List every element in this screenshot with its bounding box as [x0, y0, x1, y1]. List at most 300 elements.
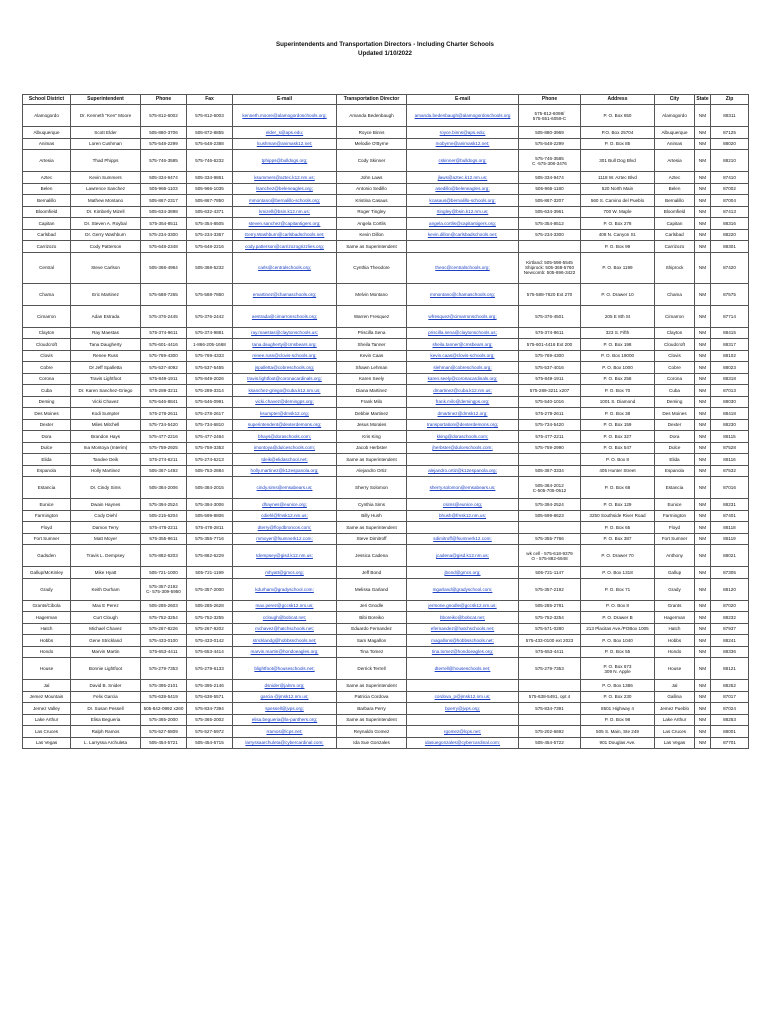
- fax-cell: 505-867-7850: [187, 195, 233, 207]
- email-cell-link[interactable]: lcushman@animask12.net;: [256, 141, 313, 147]
- superintendent-cell: Dr. Kenneth "Ken" Moore: [71, 105, 141, 127]
- email-cell-link[interactable]: ksumpter@dmsk12.org;: [260, 410, 309, 416]
- transportation-phone-cell: 575-355-7766: [519, 533, 581, 545]
- email-cell: [233, 396, 337, 408]
- superintendent-cell: Kevin Summers: [71, 172, 141, 184]
- district-cell: Dora: [23, 431, 71, 443]
- email-cell-link[interactable]: renee.russ@clovis-schools.org;: [252, 353, 317, 359]
- superintendent-cell: Michael Chavez: [71, 623, 141, 635]
- fax-cell: 505-368-5232: [187, 252, 233, 283]
- address-cell: 1001 S. Diamond: [581, 396, 655, 408]
- district-cell: Artesia: [23, 150, 71, 172]
- fax-cell: 575-478-2811: [187, 522, 233, 534]
- transportation-phone-cell: 575-289-3211 x207: [519, 385, 581, 397]
- district-cell: Carrizozo: [23, 241, 71, 253]
- address-cell: P. O. Box 38: [581, 408, 655, 420]
- transportation-email-cell-link[interactable]: jermone.gnodle@gccsk12.nm.us;: [428, 603, 497, 609]
- transportation-email-cell-link[interactable]: rgomez@lcps.net;: [443, 728, 482, 734]
- email-cell-link[interactable]: travis.lightfoot@coronacardinals.org;: [247, 376, 322, 382]
- transportation-director-cell: Jacob Herbster: [337, 442, 407, 454]
- table-row: [23, 737, 749, 749]
- transportation-director-cell: Amanda Bedenbaugh: [337, 105, 407, 127]
- email-cell: [233, 714, 337, 726]
- phone-cell: 575-279-7353: [141, 658, 187, 680]
- email-cell: [233, 183, 337, 195]
- district-cell: Albuquerque: [23, 127, 71, 139]
- superintendent-cell: Dr Jeff Spalletta: [71, 362, 141, 374]
- email-cell-link[interactable]: mchavez@hatchschools.net;: [255, 626, 314, 632]
- email-cell-link[interactable]: rramos@lcps.net;: [266, 728, 303, 734]
- transportation-phone-cell-line: 505-384-2012: [535, 482, 564, 488]
- zip-cell: 88336: [711, 646, 749, 658]
- email-cell-link[interactable]: spessell@jvps.org;: [265, 705, 304, 711]
- phone-cell: 575-638-5419: [141, 691, 187, 703]
- district-cell: Elida: [23, 454, 71, 466]
- city-cell: Alamogordo: [655, 105, 695, 127]
- email-cell-link[interactable]: ksanchez-griego@cuba.k12.nm.us;: [248, 387, 321, 393]
- transportation-director-cell: Alejandro Ortiz: [337, 465, 407, 477]
- email-cell-link[interactable]: aestrada@cimarronschools.org;: [251, 313, 318, 319]
- transportation-email-cell-link[interactable]: theoc@centralschools.org;: [435, 265, 490, 270]
- table-row: [23, 714, 749, 726]
- email-cell-link[interactable]: cindy.sims@emsabears.us;: [256, 485, 313, 490]
- fax-cell: 575-374-9881: [187, 327, 233, 339]
- state-cell: NM: [695, 252, 711, 283]
- email-cell: [233, 172, 337, 184]
- col-header-zip: Zip: [711, 95, 749, 105]
- transportation-email-cell-link[interactable]: dmartinez@cuba.k12.nm.us;: [433, 387, 492, 393]
- email-cell-link[interactable]: tphipps@bulldogs.org;: [261, 158, 308, 163]
- transportation-phone-cell: 575-752-3254: [519, 612, 581, 624]
- email-cell-link[interactable]: vicki.chavez@demingps.org;: [255, 399, 314, 405]
- email-cell: [233, 522, 337, 534]
- fax-cell: 575-548-2388: [187, 138, 233, 150]
- transportation-phone-cell: [519, 241, 581, 253]
- fax-cell: 575-279-6133: [187, 658, 233, 680]
- superintendent-cell: Mike Hyatt: [71, 567, 141, 579]
- transportation-email-cell-link[interactable]: tina.tomez@hondoeagles.org;: [431, 649, 494, 655]
- transportation-email-cell: [407, 283, 519, 305]
- city-cell: Jemez Pueblo: [655, 703, 695, 715]
- city-cell: Cuba: [655, 385, 695, 397]
- transportation-email-cell-link[interactable]: rtingley@bsin.k12.nm.us;: [436, 209, 489, 215]
- transportation-email-cell-link[interactable]: slehman@cobreschools.org;: [433, 364, 492, 370]
- address-cell: 323 S. Fifth: [581, 327, 655, 339]
- fax-cell: 575-477-2464: [187, 431, 233, 443]
- state-cell: NM: [695, 454, 711, 466]
- transportation-email-cell-link[interactable]: csims@eunice.org;: [442, 501, 483, 507]
- superintendent-cell: Adan Estrada: [71, 305, 141, 327]
- email-cell-link[interactable]: larryssaarchuleta@cybercardinal.com;: [245, 740, 324, 746]
- city-cell: Jal: [655, 680, 695, 692]
- superintendent-cell: Dr. Cindy Sims: [71, 477, 141, 499]
- fax-cell: 575-759-3353: [187, 442, 233, 454]
- email-cell-link[interactable]: kmizell@bsin.k12.nm.us;: [259, 209, 310, 215]
- email-cell: [233, 533, 337, 545]
- transportation-email-cell-link[interactable]: bhush@fmsk12.nm.us;: [438, 513, 487, 519]
- state-cell: NM: [695, 658, 711, 680]
- zip-cell: 87410: [711, 172, 749, 184]
- email-cell-link[interactable]: dsnider@jalnm.org;: [264, 682, 305, 688]
- transportation-phone-cell: 505-367-3334: [519, 465, 581, 477]
- fax-cell: 575-752-3255: [187, 612, 233, 624]
- address-cell-line: 309 N. Apple: [604, 668, 631, 674]
- email-cell-link[interactable]: dhaynes@eunice.org;: [262, 501, 307, 507]
- transportation-email-cell-link[interactable]: dterrell@houseschools.net;: [434, 666, 491, 671]
- transportation-phone-cell: 575-540-1016: [519, 396, 581, 408]
- email-cell-link[interactable]: jspalletta@cobreschools.org;: [254, 364, 315, 370]
- transportation-email-cell-link[interactable]: kking@doraschools.com;: [436, 433, 489, 439]
- transportation-director-cell: Sherry Solomon: [337, 477, 407, 499]
- transportation-email-cell-link[interactable]: jlaws@aztec.k12.nm.us;: [437, 174, 488, 180]
- superintendent-cell: Miles Mitchell: [71, 419, 141, 431]
- transportation-email-cell: [407, 339, 519, 351]
- address-cell: P. O. Box 1386: [581, 680, 655, 692]
- district-cell: Corona: [23, 373, 71, 385]
- superintendent-cell: Cody Diehl: [71, 510, 141, 522]
- transportation-email-cell-link[interactable]: transportation@dexterdemons.org;: [426, 422, 499, 428]
- transportation-phone-cell: 575-834-7391: [519, 703, 581, 715]
- email-cell-link[interactable]: Gerry.Washburn@carlsbadschools.net;: [244, 232, 325, 238]
- table-row: [23, 350, 749, 362]
- email-cell-link[interactable]: cody.patterson@carrizozogrizzlies.org;: [245, 243, 324, 249]
- city-cell: Carlsbad: [655, 229, 695, 241]
- transportation-email-cell-link[interactable]: kcasaus@bernalillo-schools.org;: [429, 197, 496, 203]
- email-cell-link[interactable]: stricklandg@hobbsschools.net;: [252, 637, 317, 643]
- transportation-director-cell: Melodie O'Byrne: [337, 138, 407, 150]
- phone-cell: 575-395-2101: [141, 680, 187, 692]
- city-cell: Corona: [655, 373, 695, 385]
- transportation-director-cell: Same as Superintendent: [337, 454, 407, 466]
- phone-cell: 505-215-6204: [141, 510, 187, 522]
- transportation-phone-cell: 575-279-7353: [519, 658, 581, 680]
- transportation-email-cell-link[interactable]: priscilla.sena@claytonschools.us;: [428, 330, 497, 336]
- transportation-email-cell-link[interactable]: karen.seely@coronacardinals.org;: [427, 376, 498, 382]
- city-cell: Bernalillo: [655, 195, 695, 207]
- email-cell-link[interactable]: ray.maestas@claytonschools.us;: [251, 330, 318, 336]
- table-row: [23, 283, 749, 305]
- transportation-email-cell-link[interactable]: bboreiko@bobcat.net;: [439, 614, 485, 620]
- table-row: [23, 385, 749, 397]
- superintendent-cell: Holly Martinez: [71, 465, 141, 477]
- transportation-director-cell: Kevin Dillon: [337, 229, 407, 241]
- transportation-email-cell-link[interactable]: sdimitroff@fsumnerk12.com;: [433, 536, 492, 542]
- address-cell: P. O. Box 8: [581, 600, 655, 612]
- fax-cell: 575-274-6213: [187, 454, 233, 466]
- zip-cell: 87528: [711, 442, 749, 454]
- address-cell: P. O. Box 70: [581, 385, 655, 397]
- superintendent-cell: Brandon Hays: [71, 431, 141, 443]
- transportation-phone-cell: [519, 545, 581, 567]
- transportation-email-cell-link[interactable]: asedillo@beleneagles.org;: [435, 186, 490, 192]
- transportation-email-cell: [407, 737, 519, 749]
- email-cell-link[interactable]: cclough@bobcat.net;: [262, 614, 307, 620]
- address-cell: 560 S. Camino del Pueblo: [581, 195, 655, 207]
- email-cell-link[interactable]: cdiehl@fmsk12.nm.us;: [261, 513, 308, 519]
- email-cell-link[interactable]: max.perez@gccsk12.nm.us;: [255, 603, 314, 609]
- transportation-email-cell-link[interactable]: amanda.bedenbaugh@alamogordoschools.org: [414, 113, 511, 118]
- email-cell: [233, 138, 337, 150]
- transportation-director-cell: Same as Superintendent: [337, 241, 407, 253]
- state-cell: NM: [695, 545, 711, 567]
- district-cell: Estancia: [23, 477, 71, 499]
- phone-cell: 575-374-9611: [141, 327, 187, 339]
- transportation-email-cell-link[interactable]: mmontano@chamaschools.org;: [430, 291, 495, 297]
- transportation-email-cell: [407, 350, 519, 362]
- address-cell: P. O. Box 278: [581, 218, 655, 230]
- district-cell: Hondo: [23, 646, 71, 658]
- fax-cell: 575-648-2216: [187, 241, 233, 253]
- email-cell-link[interactable]: elisa.begueria@la-panthers.org;: [251, 717, 318, 723]
- transportation-email-cell-link[interactable]: idasuegonzales@cybercardinal.com;: [424, 740, 501, 746]
- transportation-email-cell: [407, 172, 519, 184]
- state-cell: NM: [695, 680, 711, 692]
- transportation-phone-cell: 575-588-7620 Ext 270: [519, 283, 581, 305]
- district-cell: Capitan: [23, 218, 71, 230]
- transportation-email-cell: [407, 646, 519, 658]
- email-cell-link[interactable]: kenneth.moore@alamogordoschools.org;: [242, 113, 327, 118]
- table-row: [23, 442, 749, 454]
- transportation-director-cell: Diana Martinez: [337, 385, 407, 397]
- transportation-email-cell: [407, 195, 519, 207]
- table-row: [23, 105, 749, 127]
- email-cell-link[interactable]: tdeik@elidaschool.net;: [261, 456, 308, 462]
- zip-cell: 87714: [711, 305, 749, 327]
- transportation-email-cell: [407, 567, 519, 579]
- transportation-phone-cell: [519, 714, 581, 726]
- state-cell: NM: [695, 737, 711, 749]
- city-cell: Anthony: [655, 545, 695, 567]
- col-header-transportation-director: Transportation Director: [337, 95, 407, 105]
- address-cell: P. O. Box 65: [581, 522, 655, 534]
- transportation-email-cell-link[interactable]: angela.cortlis@capitantigers.org;: [429, 220, 496, 226]
- table-row: [23, 465, 749, 477]
- city-cell: Cimarron: [655, 305, 695, 327]
- city-cell: Carrizozo: [655, 241, 695, 253]
- zip-cell: 88030: [711, 396, 749, 408]
- city-cell: Hondo: [655, 646, 695, 658]
- zip-cell: 88020: [711, 138, 749, 150]
- phone-cell: 575-478-2211: [141, 522, 187, 534]
- transportation-phone-cell: 575-202-6692: [519, 726, 581, 738]
- transportation-email-cell: [407, 533, 519, 545]
- phone-cell: 575-548-2299: [141, 138, 187, 150]
- transportation-phone-cell: 505-867-3207: [519, 195, 581, 207]
- district-cell: Jal: [23, 680, 71, 692]
- transportation-phone-cell: 575-571-0280: [519, 623, 581, 635]
- phone-cell: 575-546-8841: [141, 396, 187, 408]
- phone-cell: 575-477-2216: [141, 431, 187, 443]
- city-cell: Eunice: [655, 499, 695, 511]
- phone-cell: 505-454-5721: [141, 737, 187, 749]
- fax-cell: 575-849-2026: [187, 373, 233, 385]
- zip-cell: 87575: [711, 283, 749, 305]
- state-cell: NM: [695, 373, 711, 385]
- transportation-email-cell: [407, 362, 519, 374]
- superintendent-cell: Tana Daugherty: [71, 339, 141, 351]
- phone-cell: 575-354-8511: [141, 218, 187, 230]
- transportation-email-cell-link[interactable]: dmartinez@dmsk12.org;: [437, 410, 488, 416]
- address-cell: P. O. Box 8: [581, 454, 655, 466]
- state-cell: NM: [695, 327, 711, 339]
- email-cell-link[interactable]: blightfoot@houseschools.net;: [254, 666, 315, 671]
- transportation-email-cell-link[interactable]: alejandro.ortiz@k12espanola.org;: [428, 468, 497, 474]
- table-row: [23, 477, 749, 499]
- transportation-email-cell: [407, 635, 519, 647]
- transportation-email-cell-link[interactable]: kevin.caas@clovis-schools.org;: [430, 353, 495, 359]
- transportation-phone-cell: 575-759-2990: [519, 442, 581, 454]
- phone-cell: 505-368-4984: [141, 252, 187, 283]
- district-cell: Lake Arthur: [23, 714, 71, 726]
- transportation-phone-cell-line: Kirtland: 505-598-5545: [526, 260, 573, 265]
- transportation-director-cell: John Laws: [337, 172, 407, 184]
- transportation-phone-cell: 575-548-2299: [519, 138, 581, 150]
- transportation-email-cell-link[interactable]: cordova_p@jmsk12.nm.us;: [434, 694, 491, 700]
- email-cell-link[interactable]: mhyatt@gmcs.org;: [265, 569, 304, 575]
- table-row: [23, 127, 749, 139]
- fax-cell: 575-365-2002: [187, 714, 233, 726]
- city-cell: Capitan: [655, 218, 695, 230]
- city-cell: Animas: [655, 138, 695, 150]
- transportation-email-cell: [407, 658, 519, 680]
- transportation-director-cell: Shawn Lehman: [337, 362, 407, 374]
- email-cell: [233, 612, 337, 624]
- phone-cell: 575-278-2611: [141, 408, 187, 420]
- phone-cell: 575-537-4092: [141, 362, 187, 374]
- transportation-email-cell-link[interactable]: kevin.dillon@carlsbadschools.net;: [427, 232, 498, 238]
- email-cell-link[interactable]: garcia @jmsk12.nm.us;: [260, 694, 309, 700]
- phone-cell: 575-234-3300: [141, 229, 187, 241]
- email-cell-link[interactable]: lsanchez@beleneagles.org;: [256, 186, 313, 192]
- transportation-director-cell: Same as Superintendent: [337, 522, 407, 534]
- zip-cell: 87017: [711, 691, 749, 703]
- superintendent-cell: Dwain Haynes: [71, 499, 141, 511]
- email-cell-link[interactable]: ksummers@aztec.k12.nm.us;: [254, 174, 315, 180]
- state-cell: NM: [695, 578, 711, 600]
- superintendent-cell: L. Larryssa Archuleta: [71, 737, 141, 749]
- transportation-email-cell-link[interactable]: wfresquez@cimarronschools.org;: [428, 313, 497, 319]
- email-cell-link[interactable]: kdurham@gradyschool.com;: [255, 586, 314, 592]
- email-cell-link[interactable]: steven.sanchez@capitantigers.org;: [248, 220, 321, 226]
- state-cell: NM: [695, 362, 711, 374]
- transportation-phone-cell: 575-234-3300: [519, 229, 581, 241]
- email-cell-link[interactable]: mmoyer@fsumnerk12.com;: [256, 536, 313, 542]
- email-cell-link[interactable]: holly.martinez@k12espanola.org;: [250, 468, 319, 474]
- address-cell: 520 North Main: [581, 183, 655, 195]
- transportation-email-cell-link[interactable]: sheila.tanner@cmsbears.org;: [432, 341, 493, 347]
- superintendent-cell: Mathew Montano: [71, 195, 141, 207]
- transportation-email-cell-link[interactable]: mgarland@gradyschool.com;: [432, 586, 493, 592]
- transportation-phone-cell: 575-537-4016: [519, 362, 581, 374]
- email-cell-link[interactable]: tana.daugherty@cmsbears.org;: [252, 341, 317, 347]
- transportation-email-cell-link[interactable]: royce.binns@aps.edu;: [439, 129, 486, 135]
- city-cell: Estancia: [655, 477, 695, 499]
- district-cell: Des Moines: [23, 408, 71, 420]
- zip-cell: 87125: [711, 127, 749, 139]
- city-cell: Gallup: [655, 567, 695, 579]
- district-cell: Eunice: [23, 499, 71, 511]
- transportation-phone-cell-line: O - 575-882-6948: [531, 555, 568, 561]
- fax-cell: 575-376-2442: [187, 305, 233, 327]
- transportation-email-cell-link[interactable]: jcadena@gisd.k12.nm.us;: [436, 553, 489, 558]
- transportation-phone-cell-line: C-505-705-0512: [532, 487, 567, 493]
- col-header-transportation-email: E-mail: [407, 95, 519, 105]
- email-cell-link[interactable]: mmontano@bernalillo-schools.org;: [248, 197, 321, 203]
- transportation-email-cell-link[interactable]: frank.milo@demingps.org;: [435, 399, 490, 405]
- district-cell: Hobbs: [23, 635, 71, 647]
- email-cell-link[interactable]: superintendent@dexterdemons.org;: [247, 422, 322, 428]
- email-cell-link[interactable]: bhays@doraschools.com;: [258, 433, 311, 439]
- phone-cell: 505-384-2006: [141, 477, 187, 499]
- email-cell-link[interactable]: imontoya@dulceschools.com;: [253, 445, 316, 451]
- superintendent-cell: Dr. Karen Sanchez-Griego: [71, 385, 141, 397]
- transportation-director-cell: Bibi Boreiko: [337, 612, 407, 624]
- email-cell-link[interactable]: emartinez@chamaschools.org;: [252, 291, 317, 297]
- fax-cell: 505-384-2015: [187, 477, 233, 499]
- address-cell: 205 E 8th St: [581, 305, 655, 327]
- phone-cell: 575-365-2000: [141, 714, 187, 726]
- zip-cell: 88116: [711, 454, 749, 466]
- superintendent-cell: Felix Garcia: [71, 691, 141, 703]
- zip-cell: 88118: [711, 522, 749, 534]
- email-cell-link[interactable]: elder_s@aps.edu;: [265, 129, 304, 135]
- table-row: [23, 646, 749, 658]
- email-cell-link[interactable]: marvin.martin@hondoeagles.org;: [250, 649, 319, 655]
- superintendent-cell: Travis L. Dempsey: [71, 545, 141, 567]
- table-row: [23, 522, 749, 534]
- address-cell: P. O. Drawer B: [581, 612, 655, 624]
- email-cell-link[interactable]: dterry@floydbroncos.com;: [257, 524, 312, 530]
- transportation-phone-cell: 505-966-1180: [519, 183, 581, 195]
- address-cell: P. O. Box 1000: [581, 362, 655, 374]
- transportation-director-cell: Jeff Bond: [337, 567, 407, 579]
- email-cell: [233, 578, 337, 600]
- transportation-email-cell-link[interactable]: jbond@gmcs.org;: [444, 569, 481, 575]
- transportation-email-cell-link[interactable]: sherry.solomon@emsabears.us;: [429, 485, 496, 490]
- superintendent-cell: David B. Snider: [71, 680, 141, 692]
- email-cell: [233, 419, 337, 431]
- transportation-email-cell-link[interactable]: jherbster@dulceschools.com;: [432, 445, 493, 451]
- phone-cell: 575-527-5809: [141, 726, 187, 738]
- transportation-director-cell: Steve Dimitroff: [337, 533, 407, 545]
- transportation-director-cell: Kris King: [337, 431, 407, 443]
- phone-cell: 575-289-3211: [141, 385, 187, 397]
- zip-cell: 88316: [711, 218, 749, 230]
- phone-cell: 505-634-3898: [141, 206, 187, 218]
- district-cell: Central: [23, 252, 71, 283]
- transportation-phone-cell: 505-634-3961: [519, 206, 581, 218]
- title-line-2: Updated 1/10/2022: [358, 50, 412, 57]
- phone-cell: 575-274-6211: [141, 454, 187, 466]
- transportation-email-cell-link[interactable]: efernandez@hatchschools.net;: [430, 626, 495, 632]
- transportation-email-cell: [407, 545, 519, 567]
- table-row: [23, 578, 749, 600]
- transportation-email-cell-link[interactable]: cskinner@bulldogs.org;: [438, 158, 487, 163]
- email-cell: [233, 658, 337, 680]
- transportation-email-cell-link[interactable]: mobyrne@animask12.net;: [435, 141, 490, 147]
- state-cell: NM: [695, 600, 711, 612]
- transportation-email-cell-link[interactable]: bperry@jvps.org;: [444, 705, 481, 711]
- address-cell: P. O. Box 99: [581, 241, 655, 253]
- transportation-email-cell-link[interactable]: magallons@hobbsschools.net;: [431, 637, 494, 643]
- email-cell-link[interactable]: carls@centralschools.org;: [258, 265, 311, 270]
- phone-cell: [141, 578, 187, 600]
- district-cell: Dexter: [23, 419, 71, 431]
- email-cell-link[interactable]: tdempsey@gisd.k12.nm.us;: [256, 553, 313, 558]
- table-row: [23, 533, 749, 545]
- table-row: [23, 138, 749, 150]
- fax-cell: 505-599-8806: [187, 510, 233, 522]
